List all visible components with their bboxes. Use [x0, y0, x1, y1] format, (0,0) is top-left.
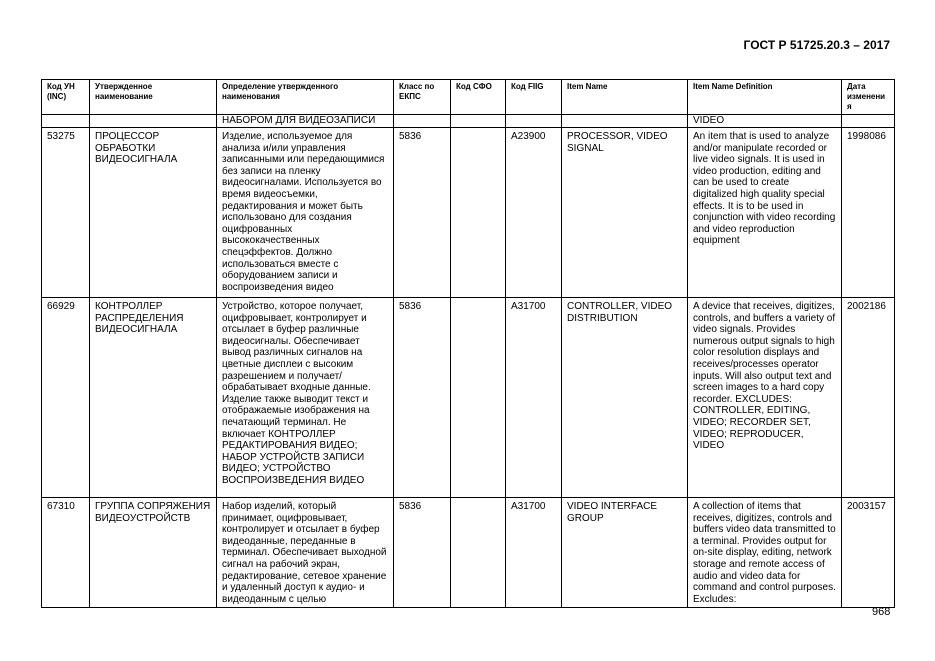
cell-ekps: 5836 — [394, 298, 451, 498]
cell-ekps: 5836 — [394, 128, 451, 298]
cell-fiig: A23900 — [506, 128, 562, 298]
cell-item-definition: An item that is used to analyze and/or manipulate recorded or live video signals. It is used in video production, editing and can be used to create digitalized high quality special effects. It is to be used in conjunction with video recording and video reproduction equipment — [688, 128, 842, 298]
col-header-change-date: Дата изменения — [842, 80, 895, 115]
table-row — [42, 128, 895, 298]
col-header-ekps-class: Класс по ЕКПС — [394, 80, 451, 115]
cell-item-name: CONTROLLER, VIDEO DISTRIBUTION — [562, 298, 688, 498]
cell-sfo — [451, 115, 506, 128]
cell-sfo — [451, 498, 506, 608]
cell-date: 2002186 — [842, 298, 895, 498]
cell-fiig: A31700 — [506, 498, 562, 608]
continuation-row — [42, 115, 895, 128]
cell-fiig — [506, 115, 562, 128]
cell-definition: Набор изделий, который принимает, оцифровывает, контролирует и отсылает в буфер видеоданные, переданные в терминал. Обеспечивает выходной сигнал на рабочий экран, редактирование, сетевое хранение и удаленный доступ к аудио- и видеоданным с целью — [217, 498, 394, 608]
document-standard-code: ГОСТ Р 51725.20.3 – 2017 — [743, 38, 890, 52]
cell-ekps: 5836 — [394, 498, 451, 608]
col-header-fiig-code: Код FIIG — [506, 80, 562, 115]
cell-inc: 67310 — [42, 498, 90, 608]
page-number: 968 — [872, 606, 891, 618]
cell-name: КОНТРОЛЛЕР РАСПРЕДЕЛЕНИЯ ВИДЕОСИГНАЛА — [90, 298, 217, 498]
cell-definition: Изделие, используемое для анализа и/или управления записанными или передающимися без записи на пленку видеосигналами. Используется во время видеосъемки, редактирования и может быть использовано для создания оцифрованных высококачественных спецэффектов. Должно использоваться вместе с оборудованием записи и воспроизведения видео — [217, 128, 394, 298]
cell-item-definition: A collection of items that receives, digitizes, controls and buffers video data transmitted to a terminal. Provides output for on-site display, editing, network storage and remote access of audio and video data for command and control purposes. Excludes: — [688, 498, 842, 608]
cell-item-definition: A device that receives, digitizes, controls, and buffers a variety of video signals. Provides numerous output signals to high color resolution displays and receives/processes operator inputs. Will also output text and screen images to a hard copy recorder. EXCLUDES: CONTROLLER, EDITING, VIDEO; RECORDER SET, VIDEO; REPRODUCER, VIDEO — [688, 298, 842, 498]
cell-item-name: VIDEO INTERFACE GROUP — [562, 498, 688, 608]
col-header-approved-name: Утвержденное наименование — [90, 80, 217, 115]
cell-date: 1998086 — [842, 128, 895, 298]
header-row — [42, 80, 895, 115]
cell-ekps — [394, 115, 451, 128]
col-header-item-definition: Item Name Definition — [688, 80, 842, 115]
col-header-item-name: Item Name — [562, 80, 688, 115]
cell-fiig: A31700 — [506, 298, 562, 498]
cell-name: ГРУППА СОПРЯЖЕНИЯ ВИДЕОУСТРОЙСТВ — [90, 498, 217, 608]
cell-date: 2003157 — [842, 498, 895, 608]
col-header-definition: Определение утвержденного наименования — [217, 80, 394, 115]
table-row — [42, 498, 895, 608]
table-row — [42, 298, 895, 498]
cell-inc: 66929 — [42, 298, 90, 498]
cell-item-name: PROCESSOR, VIDEO SIGNAL — [562, 128, 688, 298]
col-header-sfo-code: Код СФО — [451, 80, 506, 115]
cell-item-name — [562, 115, 688, 128]
col-header-inc: Код УН (INC) — [42, 80, 90, 115]
cell-inc: 53275 — [42, 128, 90, 298]
cell-name: ПРОЦЕССОР ОБРАБОТКИ ВИДЕОСИГНАЛА — [90, 128, 217, 298]
cell-definition: НАБОРОМ ДЛЯ ВИДЕОЗАПИСИ — [217, 115, 394, 128]
cell-sfo — [451, 128, 506, 298]
catalog-table — [41, 79, 895, 608]
cell-inc — [42, 115, 90, 128]
cell-definition: Устройство, которое получает, оцифровывает, контролирует и отсылает в буфер различные видеосигналы. Обеспечивает вывод различных сигналов на цветные дисплеи с высоким разрешением и получает/обрабатывает входные данные. Изделие также выводит текст и отображаемые изображения на печатающий терминал. Не включает КОНТРОЛЛЕР РЕДАКТИРОВАНИЯ ВИДЕО; НАБОР УСТРОЙСТВ ЗАПИСИ ВИДЕО; УСТРОЙСТВО ВОСПРОИЗВЕДЕНИЯ ВИДЕО — [217, 298, 394, 498]
cell-item-definition: VIDEO — [688, 115, 842, 128]
cell-name — [90, 115, 217, 128]
cell-sfo — [451, 298, 506, 498]
cell-date — [842, 115, 895, 128]
